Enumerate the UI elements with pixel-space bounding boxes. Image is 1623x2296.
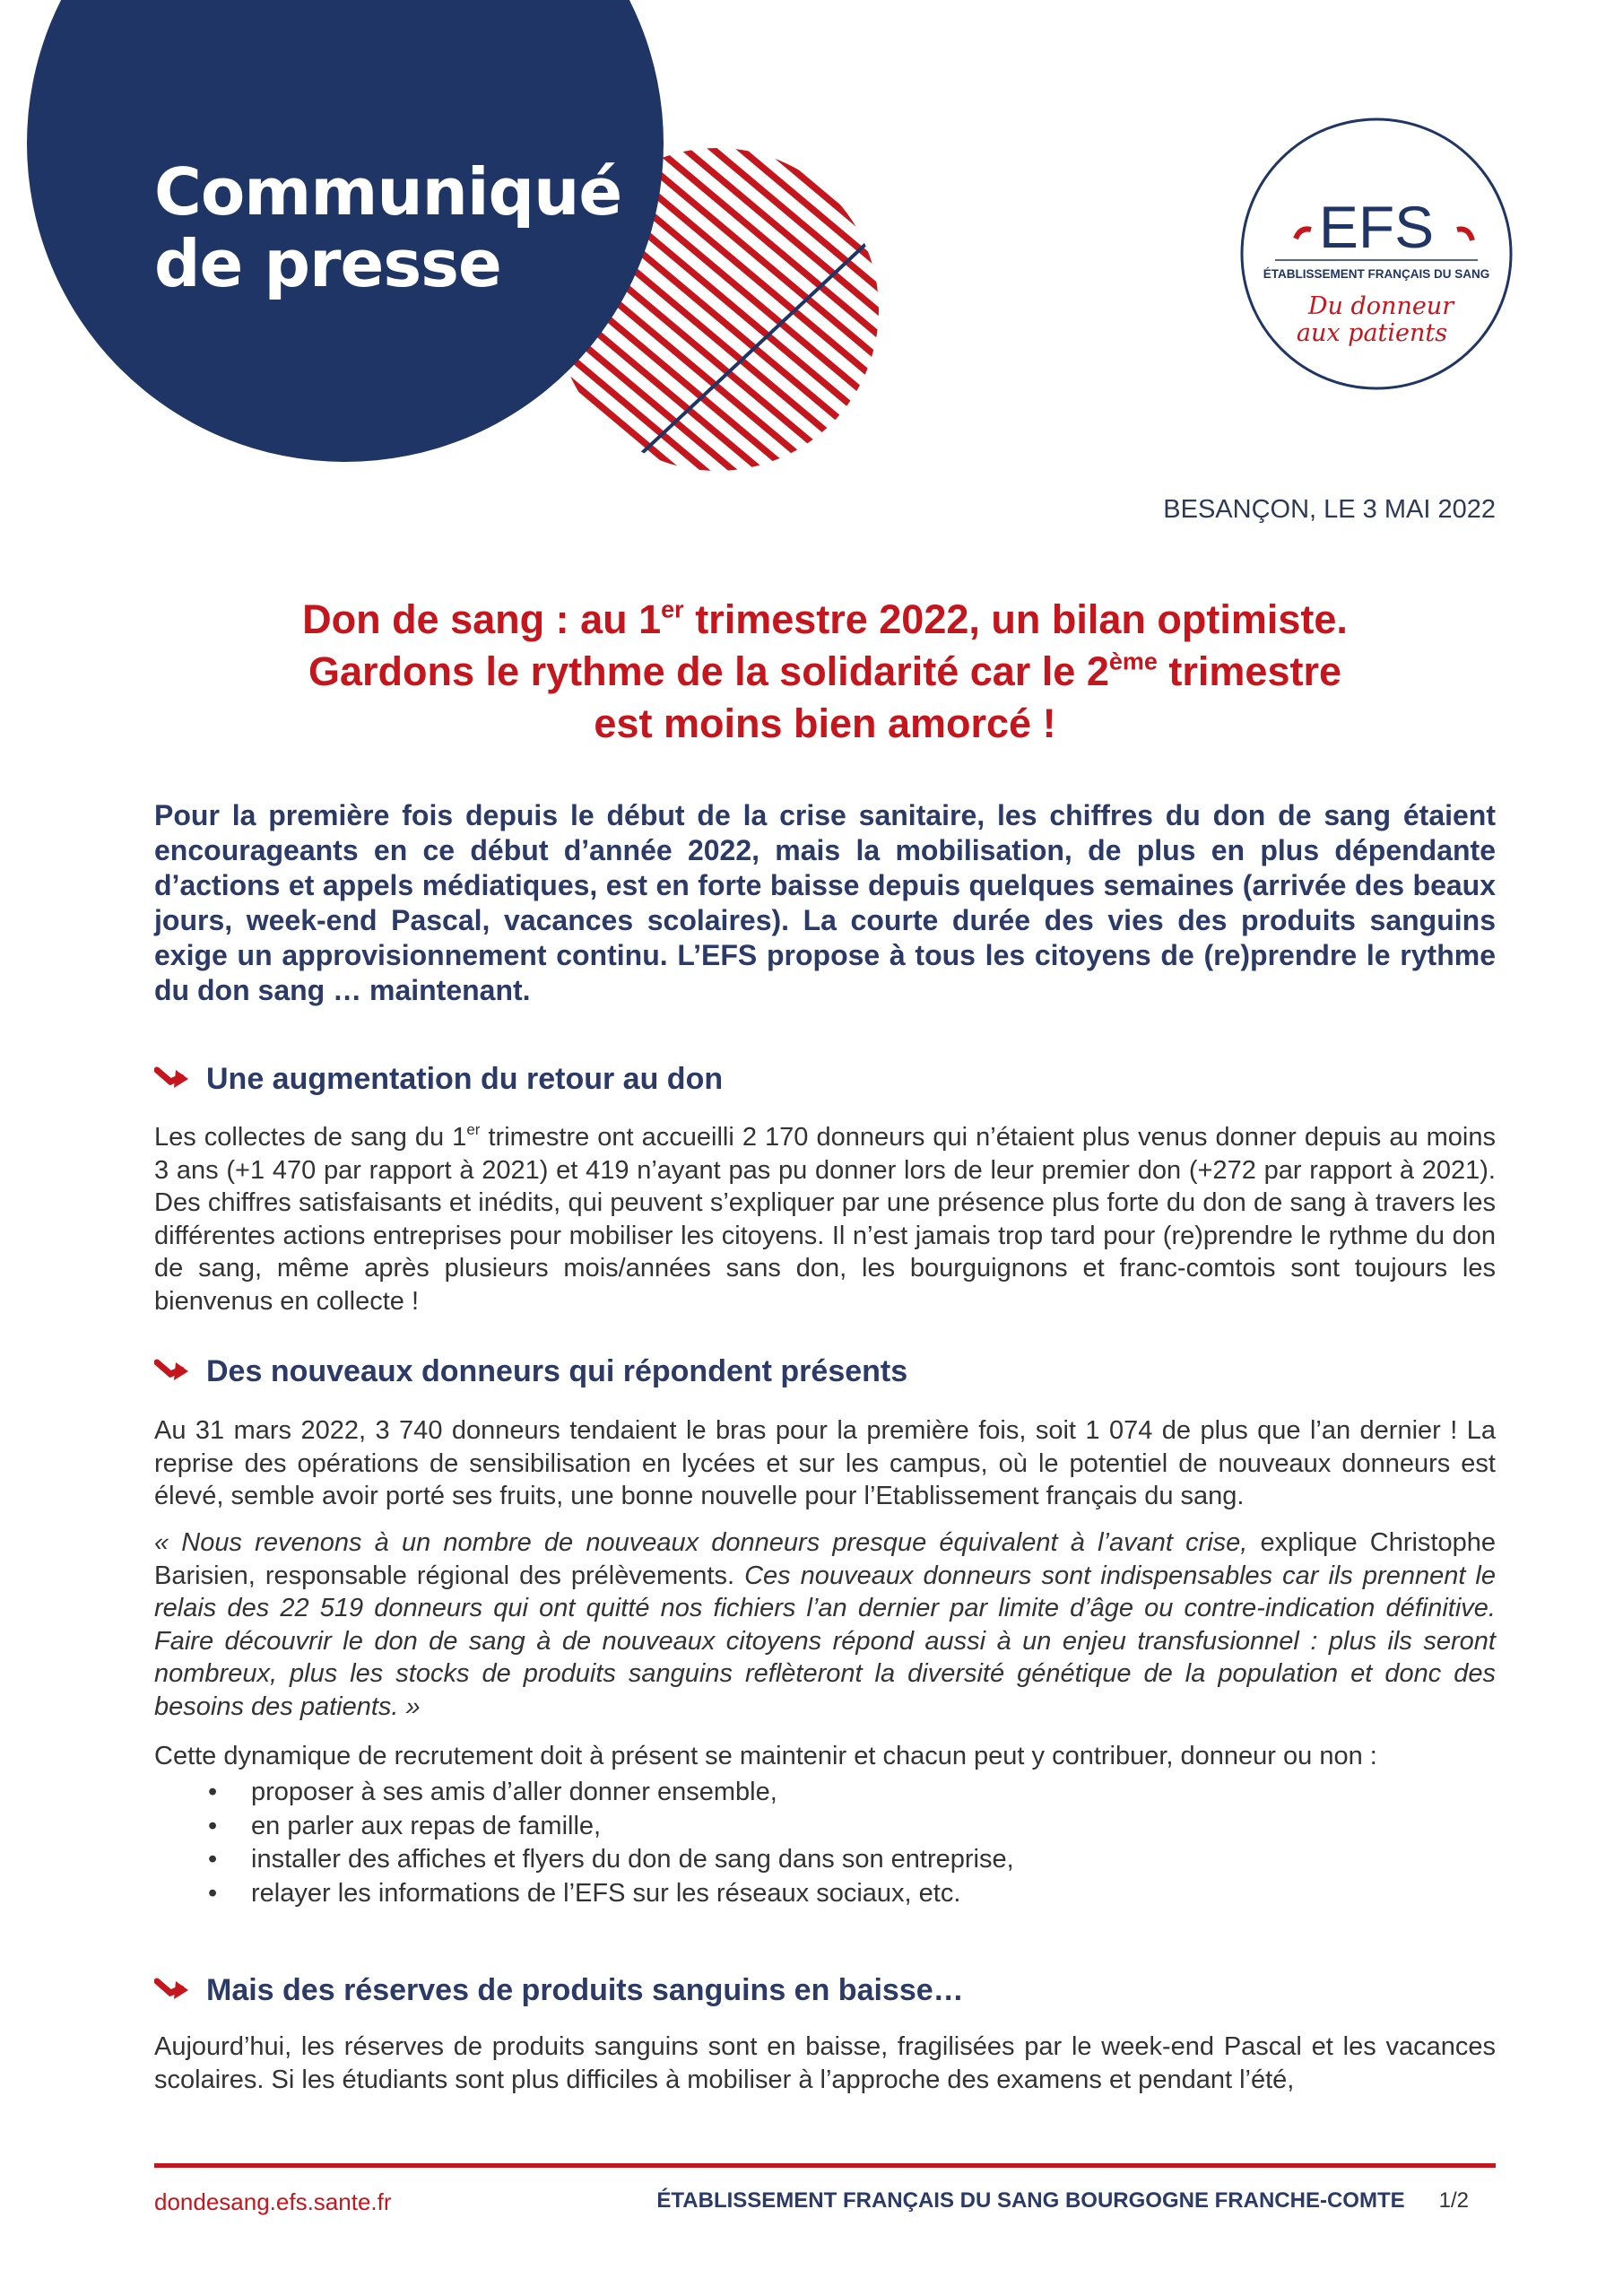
dateline: BESANÇON, LE 3 MAI 2022	[1163, 495, 1496, 524]
section-heading-1	[154, 1062, 723, 1097]
quote-text: Ces nouveaux donneurs sont indispensables car ils prennent le relais des 22 519 donneurs qui ont quitté nos fichiers l’an dernier par limite d’âge ou contre-indication définitive. Faire découvrir le don de sang à de nouveaux citoyens répond aussi à un enjeu transfusionnel : plus ils seront nombreux, plus les stocks de produits sanguins reflèteront la diversité génétique de la population et donc des besoins des patients. »	[154, 1561, 1497, 1721]
title-line-2: de presse	[154, 226, 501, 301]
footer-info	[656, 2188, 1469, 2213]
headline-text: trimestre	[1157, 648, 1341, 694]
section-2-quote	[154, 1526, 1496, 1724]
quote-text: « Nous revenons à un nombre de nouveaux donneurs presque équivalent à l’avant crise,	[154, 1528, 1248, 1557]
headline-sup: er	[661, 596, 684, 623]
list-item: • installer des affiches et flyers du don de sang dans son entreprise,	[208, 1843, 1014, 1877]
quote-attribution: explique Christophe Barisien, responsable régional des prélèvements.	[154, 1528, 1497, 1590]
headline-text: Don de sang : au 1	[302, 596, 662, 642]
section-heading-text: Une augmentation du retour au don	[206, 1062, 724, 1096]
efs-logo	[1237, 115, 1515, 393]
section-2-paragraph-3: Cette dynamique de recrutement doit à présent se maintenir et chacun peut y contribuer, donneur ou non :	[154, 1742, 1377, 1770]
list-item: • proposer à ses amis d’aller donner ensemble,	[208, 1776, 1014, 1810]
footer-org: ÉTABLISSEMENT FRANÇAIS DU SANG BOURGOGNE FRANCHE-COMTE	[656, 2188, 1405, 2213]
headline-line-3: est moins bien amorcé !	[594, 700, 1056, 746]
bullet-list	[208, 1776, 1014, 1910]
paragraph-text: trimestre ont accueilli 2 170 donneurs qui n’étaient plus venus donner depuis au moins 3 ans (+1 470 par rapport à 2021) et 419 n’ayant pas pu donner lors de leur premier don (+272 par rapport à 2021). Des chiffres satisfaisants et inédits, qui peuvent s’expliquer par une présence plus forte du don de sang à travers les différentes actions entreprises pour mobiliser les citoyens. Il n’est jamais trop tard pour (re)prendre le rythme du don de sang, même après plusieurs mois/années sans don, les bourguignons et franc-comtois sont toujours les bienvenus en collecte !	[154, 1123, 1496, 1316]
logo-tagline-2: aux patients	[1296, 319, 1448, 347]
headline-text: Gardons le rythme de la solidarité car le 2	[308, 648, 1109, 694]
arrow-icon	[154, 1359, 190, 1386]
section-heading-2	[154, 1354, 907, 1389]
logo-full-name: ÉTABLISSEMENT FRANÇAIS DU SANG	[1263, 267, 1490, 281]
section-1-paragraph	[154, 1121, 1496, 1318]
headline-line-2	[154, 646, 1496, 698]
logo-tagline-1: Du donneur	[1307, 292, 1454, 320]
footer-url[interactable]: dondesang.efs.sante.fr	[154, 2188, 392, 2215]
headline	[154, 594, 1496, 750]
paragraph-text: Les collectes de sang du 1	[154, 1123, 467, 1152]
list-item: • en parler aux repas de famille,	[208, 1810, 1014, 1844]
footer-divider	[154, 2163, 1496, 2168]
page-number: 1/2	[1438, 2188, 1469, 2213]
logo-acronym: EFS	[1318, 194, 1435, 260]
paragraph-sup: er	[466, 1121, 481, 1139]
lead-paragraph: Pour la première fois depuis le début de la crise sanitaire, les chiffres du don de sang étaient encourageants en ce début d’année 2022, mais la mobilisation, de plus en plus dépendante d’actions et appels médiatiques, est en forte baisse depuis quelques semaines (arrivée des beaux jours, week-end Pascal, vacances scolaires). La courte durée des vies des produits sanguins exige un approvisionnement continu. L’EFS propose à tous les citoyens de (re)prendre le rythme du don sang … maintenant.	[154, 799, 1496, 1006]
section-heading-3	[154, 1973, 964, 2008]
arrow-icon	[154, 1978, 190, 2005]
section-2-paragraph-1: Au 31 mars 2022, 3 740 donneurs tendaient le bras pour la première fois, soit 1 074 de plus que l’an dernier ! La reprise des opérations de sensibilisation en lycées et sur les campus, où le potentiel de nouveaux donneurs est élevé, semble avoir porté ses fruits, une bonne nouvelle pour l’Etablissement français du sang.	[154, 1416, 1496, 1511]
title-line-1: Communiqué	[154, 154, 622, 230]
section-heading-text: Des nouveaux donneurs qui répondent présents	[206, 1354, 908, 1388]
headline-line-1	[154, 594, 1496, 646]
section-heading-text: Mais des réserves de produits sanguins en baisse…	[206, 1973, 964, 2007]
list-item: • relayer les informations de l’EFS sur les réseaux sociaux, etc.	[208, 1877, 1014, 1911]
headline-sup: ème	[1108, 648, 1158, 675]
headline-text: trimestre 2022, un bilan optimiste.	[683, 596, 1348, 642]
section-3-paragraph: Aujourd’hui, les réserves de produits sanguins sont en baisse, fragilisées par le week-end Pascal et les vacances scolaires. Si les étudiants sont plus difficiles à mobiliser à l’approche des examens et pendant l’été,	[154, 2032, 1496, 2094]
arrow-icon	[154, 1066, 190, 1093]
